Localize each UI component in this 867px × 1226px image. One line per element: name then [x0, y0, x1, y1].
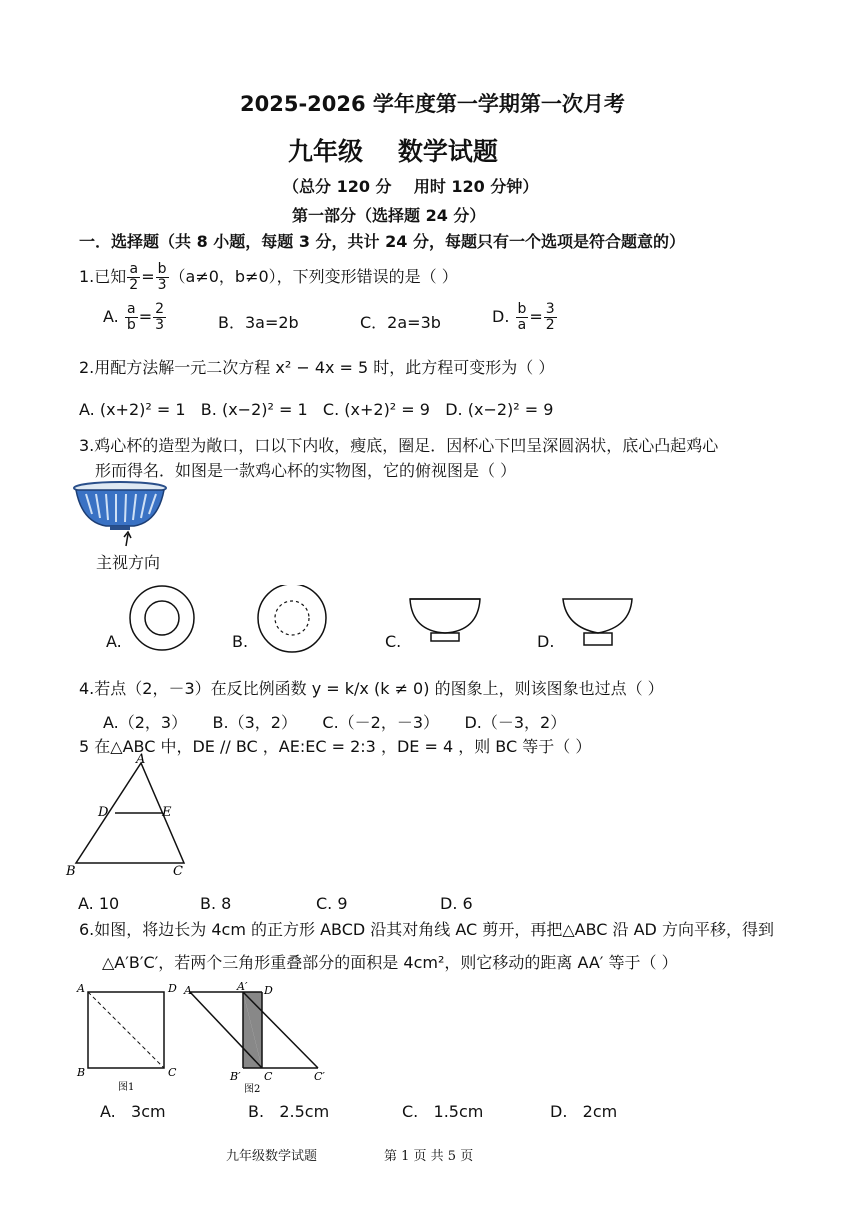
main-view-direction-label: 主视方向: [96, 553, 161, 572]
triangle-abc-figure: [64, 753, 194, 883]
q3-line-1: 3.鸡心杯的造型为敞口，口以下内收，瘦底，圈足．因杯心下凹呈深圆涡状，底心凸起鸡心: [79, 436, 719, 455]
top-view-option-b: [258, 585, 326, 652]
fig2-label-a-prime: A′: [237, 980, 248, 993]
q6-option-c: C. 1.5cm: [402, 1102, 484, 1121]
q1-option-d: D. $\frac{b}{a}$ = $\frac{3}{2}$: [492, 301, 555, 333]
q1-option-b: B．3a=2b: [218, 313, 299, 332]
footer-title: 九年级数学试题: [226, 1149, 318, 1164]
question-1: 1.已知 $\frac{a}{2}$ = $\frac{b}{3}$ （a≠0，b≠0），下列变形错误的是（ ）: [79, 261, 458, 293]
fig1-label-a: A: [77, 982, 85, 995]
question-2: 2.用配方法解一元二次方程 x² − 4x = 5 时，此方程可变形为（ ）: [79, 358, 555, 377]
footer-page-number: 第 1 页 共 5 页: [384, 1149, 474, 1164]
fraction-b-over-3: $\frac{b}{3}$: [157, 261, 167, 293]
exam-title: 2025-2026 学年度第一学期第一次月考: [240, 92, 625, 116]
q3-option-b-label: B.: [232, 632, 249, 651]
fraction-b-over-a: $\frac{b}{a}$: [517, 301, 527, 333]
front-view-option-c: [410, 599, 480, 641]
q6-option-d: D. 2cm: [550, 1102, 618, 1121]
part-heading: 第一部分（选择题 24 分）: [292, 206, 486, 225]
label-e: E: [162, 805, 172, 820]
front-view-option-d: [563, 599, 632, 645]
fig2-label-a: A: [184, 984, 192, 997]
q2-options: A. (x+2)² = 1 B. (x−2)² = 1 C. (x+2)² = 9 D. (x−2)² = 9: [79, 400, 554, 419]
fig2-label-c-prime: C′: [314, 1070, 325, 1083]
q3-option-d-label: D.: [537, 632, 555, 651]
fraction-3-over-2: $\frac{3}{2}$: [545, 301, 555, 333]
q5-option-a: A. 10: [78, 894, 120, 913]
section-heading: 一．选择题（共 8 小题，每题 3 分，共计 24 分，每题只有一个选项是符合题意的）: [79, 232, 685, 251]
q5-option-c: C. 9: [316, 894, 348, 913]
q1-option-a: A. $\frac{a}{b}$ = $\frac{2}{3}$: [103, 301, 165, 333]
q5-option-b: B. 8: [200, 894, 232, 913]
fig2-label-d: D: [264, 984, 273, 997]
q6-line-2: △A′B′C′，若两个三角形重叠部分的面积是 4cm²，则它移动的距离 AA′ 等于（ ）: [102, 953, 678, 972]
q4-options: A.（2，3） B.（3，2） C.（－2，－3） D.（－3，2）: [103, 713, 567, 732]
q3-option-c-label: C.: [385, 632, 402, 651]
q6-line-1: 6.如图，将边长为 4cm 的正方形 ABCD 沿其对角线 AC 剪开，再把△ABC 沿 AD 方向平移，得到: [79, 920, 774, 939]
label-d: D: [98, 805, 109, 820]
question-5: 5 在△ABC 中，DE // BC ，AE:EC = 2:3 ，DE = 4 ，则 BC 等于（ ）: [79, 737, 592, 756]
label-b: B: [66, 864, 76, 879]
fig2-caption: 图2: [244, 1084, 261, 1095]
fig2-label-b-prime: B′: [230, 1070, 241, 1083]
fig1-label-d: D: [168, 982, 177, 995]
q1-condition: （a≠0，b≠0），下列变形错误的是（ ）: [169, 267, 458, 286]
fraction-2-over-3: $\frac{2}{3}$: [155, 301, 165, 333]
fig1-label-c: C: [168, 1066, 177, 1079]
fig1-label-b: B: [77, 1066, 86, 1079]
q3-option-figures: [100, 585, 660, 655]
q5-option-d: D. 6: [440, 894, 473, 913]
q6-option-a: A. 3cm: [100, 1102, 166, 1121]
q1-option-a-label: A.: [103, 307, 119, 326]
q3-option-a-label: A.: [106, 632, 122, 651]
fraction-a-over-2: $\frac{a}{2}$: [129, 261, 139, 293]
fig2-label-c: C: [264, 1070, 273, 1083]
q1-prefix: 1.已知: [79, 267, 127, 286]
figure-2-translated-triangles: [183, 980, 325, 1095]
q1-option-d-label: D.: [492, 307, 510, 326]
figure-1-square: [76, 982, 177, 1093]
q3-line-2: 形而得名．如图是一款鸡心杯的实物图，它的俯视图是（ ）: [95, 461, 517, 480]
q6-figures: [70, 980, 340, 1098]
fraction-a-over-b: $\frac{a}{b}$: [126, 301, 136, 333]
question-4: 4.若点（2，－3）在反比例函数 y = k/x (k ≠ 0) 的图象上，则该图象也过点（ ）: [79, 679, 664, 698]
cup-photo: [72, 480, 172, 548]
fig1-caption: 图1: [118, 1082, 135, 1093]
label-c: C: [173, 864, 183, 879]
top-view-option-a: [130, 586, 194, 650]
label-a: A: [136, 753, 146, 767]
exam-info: （总分 120 分 用时 120 分钟）: [283, 177, 539, 196]
q1-option-c: C．2a=3b: [360, 313, 441, 332]
q6-option-b: B. 2.5cm: [248, 1102, 330, 1121]
exam-subtitle: 九年级 数学试题: [288, 137, 498, 166]
